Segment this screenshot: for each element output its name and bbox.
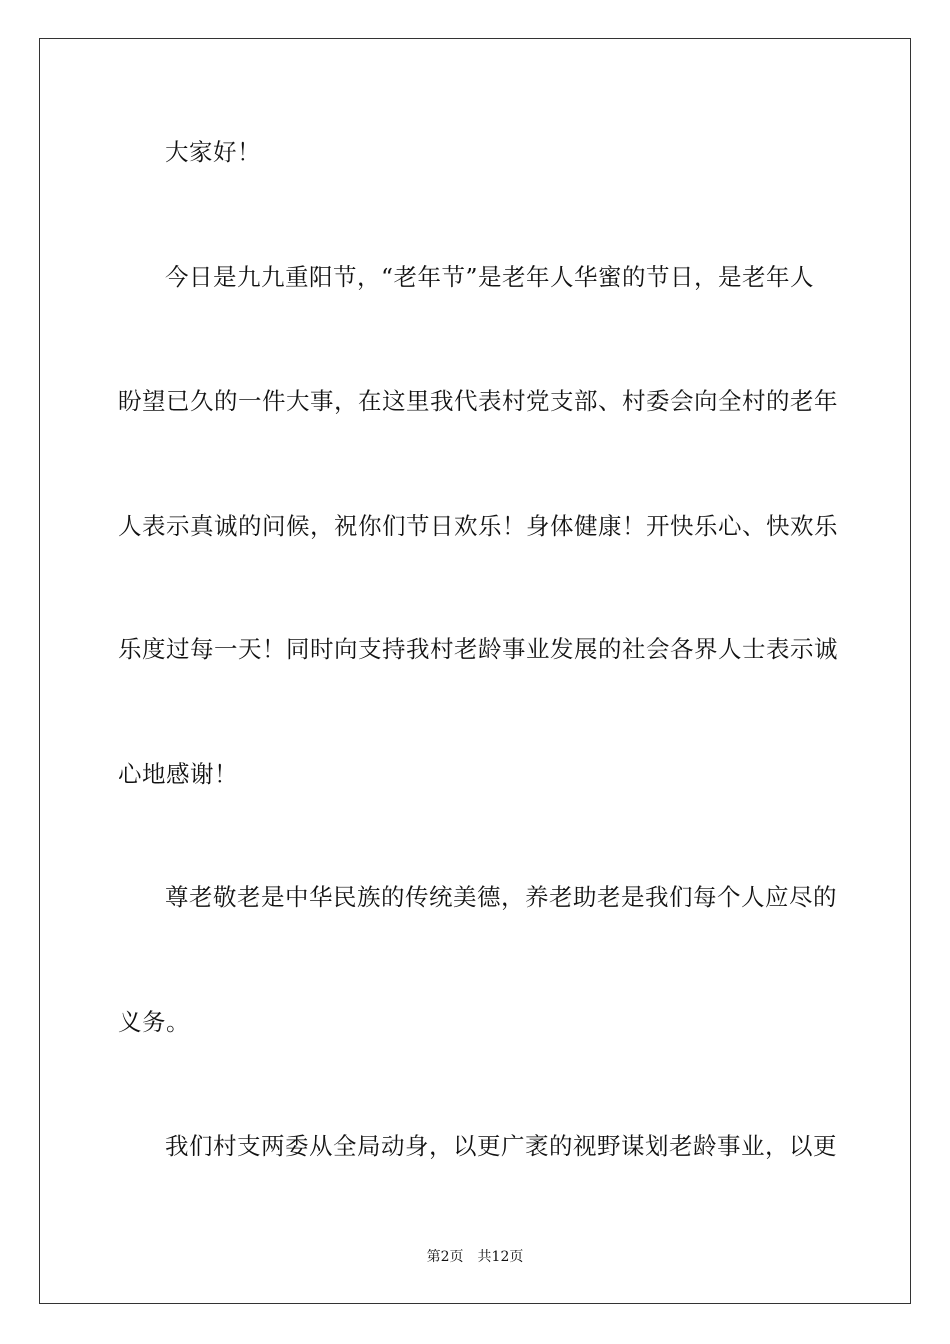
- paragraph-line: 心地感谢！: [118, 760, 238, 788]
- page-footer: [0, 1248, 950, 1266]
- paragraph-line: 乐度过每一天！同时向支持我村老龄事业发展的社会各界人士表示诚: [118, 635, 838, 663]
- page-number: 第2页: [426, 1249, 464, 1265]
- page-total: 共12页: [477, 1249, 524, 1265]
- page-frame: [39, 38, 911, 1304]
- paragraph-line: 尊老敬老是中华民族的传统美德，养老助老是我们每个人应尽的: [165, 883, 837, 911]
- greeting-line: 大家好！: [165, 138, 261, 166]
- paragraph-line: 今日是九九重阳节，“老年节”是老年人华蜜的节日，是老年人: [165, 263, 815, 291]
- paragraph-line: 我们村支两委从全局动身，以更广袤的视野谋划老龄事业，以更: [165, 1132, 837, 1160]
- paragraph-line: 人表示真诚的问候，祝你们节日欢乐！身体健康！开快乐心、快欢乐: [118, 512, 838, 540]
- paragraph-line: 盼望已久的一件大事，在这里我代表村党支部、村委会向全村的老年: [118, 387, 838, 415]
- paragraph-line: 义务。: [118, 1008, 190, 1036]
